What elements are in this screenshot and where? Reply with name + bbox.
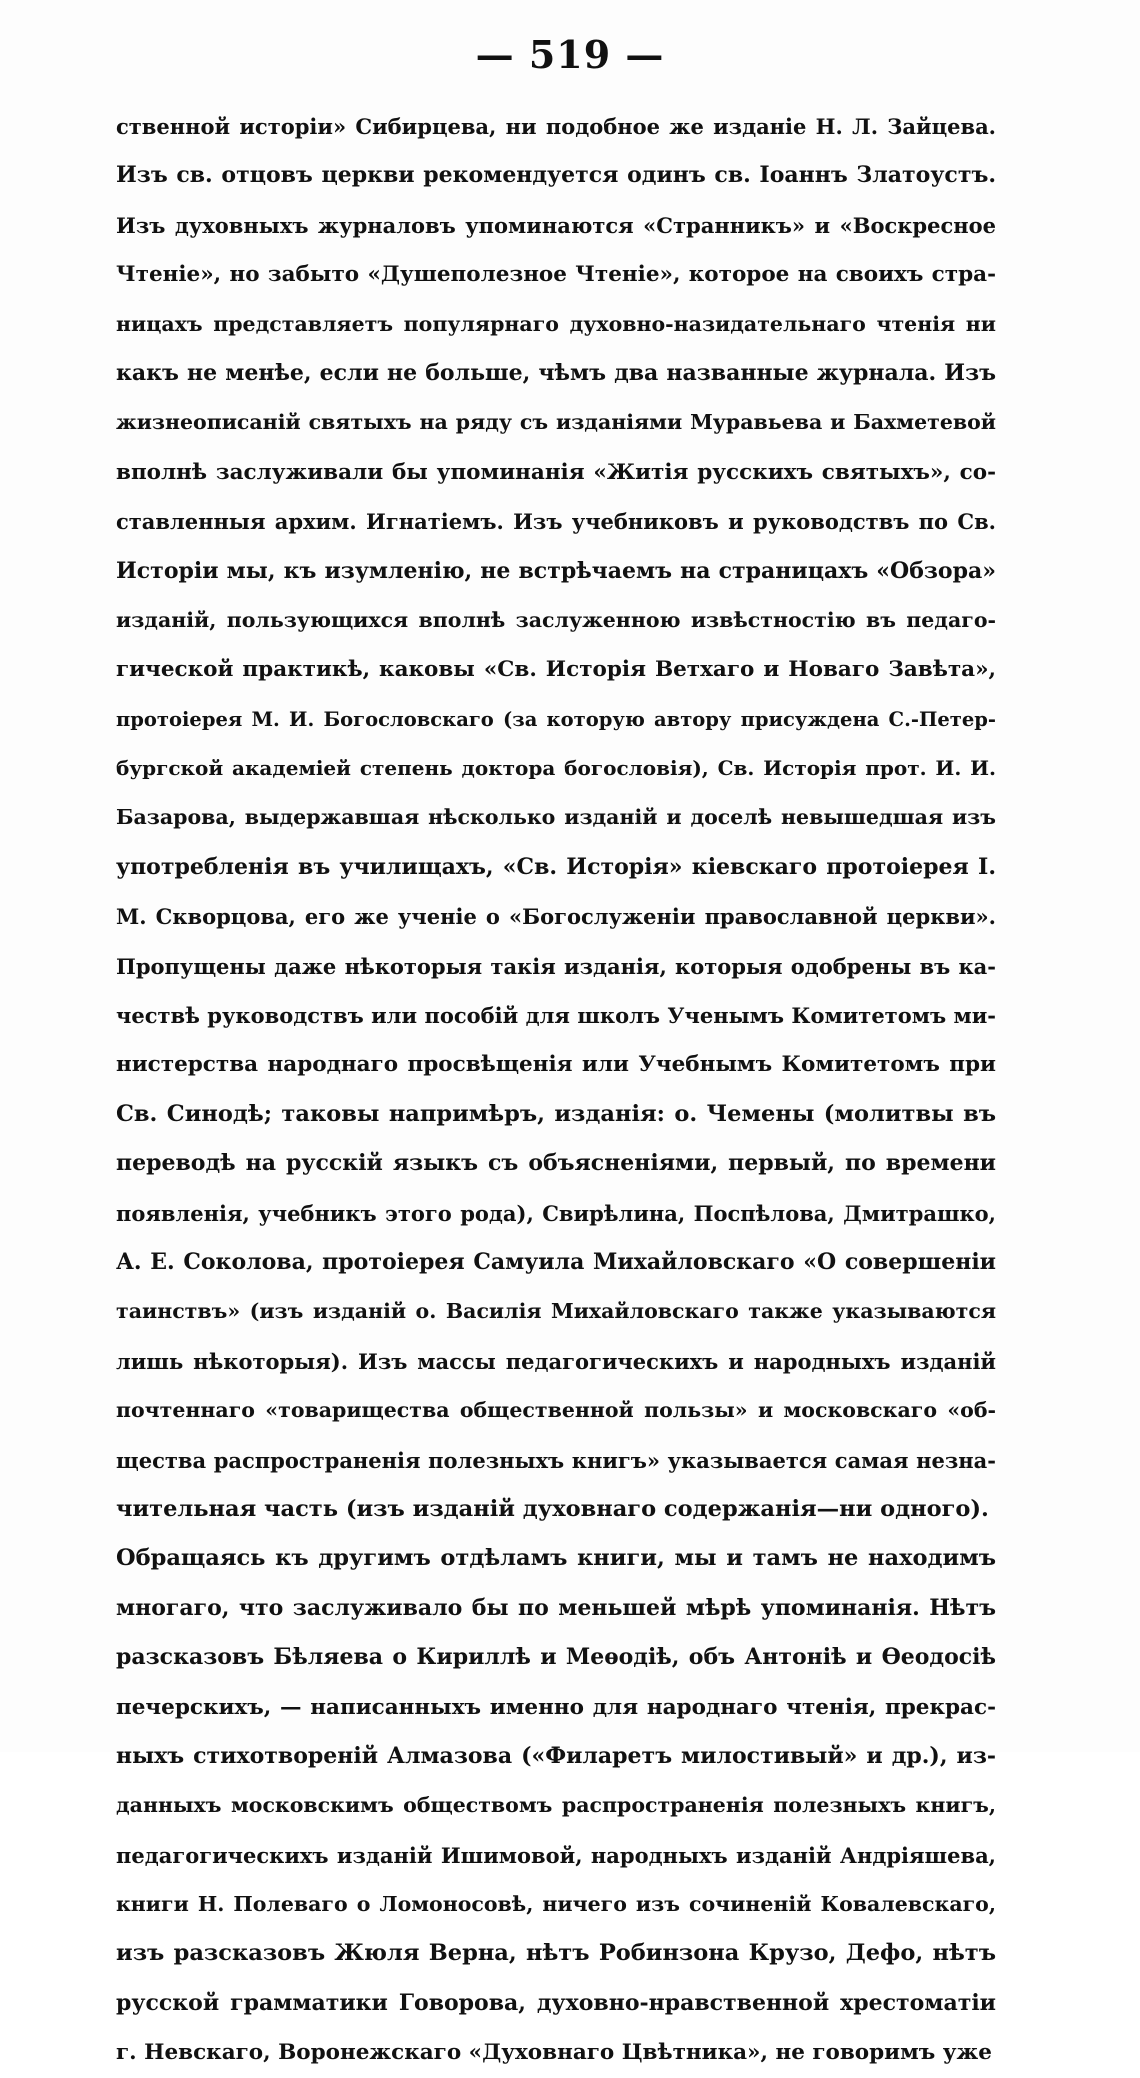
text-line: жизнеописаній святыхъ на ряду съ изданіями Муравьева и Бахметевой [116,410,996,435]
text-line: нистерства народнаго просвѣщенія или Учебнымъ Комитетомъ при [116,1052,996,1078]
text-line: Базарова, выдержавшая нѣсколько изданій и доселѣ невышедшая изъ [116,805,996,830]
text-line: изданій, пользующихся вполнѣ заслуженною извѣстностію въ педаго- [116,607,996,632]
text-line: педагогическихъ изданій Ишимовой, народныхъ изданій Андріяшева, [116,1842,996,1868]
page-number: — 519 — [475,32,665,77]
text-line: лишь нѣкоторыя). Изъ массы педагогическихъ и народныхъ изданій [116,1348,996,1374]
text-line: Изъ духовныхъ журналовъ упоминаются «Странникъ» и «Воскресное [116,212,996,238]
text-line: изъ разсказовъ Жюля Верна, нѣтъ Робинзона Крузо, Дефо, нѣтъ [116,1940,996,1967]
text-line: данныхъ московскимъ обществомъ распространенія полезныхъ книгъ, [116,1793,996,1818]
text-line: таинствъ» (изъ изданій о. Василія Михайловскаго также указываются [116,1299,996,1324]
text-line: появленія, учебникъ этого рода), Свирѣлина, Поспѣлова, Дмитрашко, [116,1200,996,1226]
text-line: протоіерея М. И. Богословскаго (за которую автору присуждена С.-Петер- [116,707,996,731]
text-line: чествѣ руководствъ или пособій для школъ Ученымъ Комитетомъ ми- [116,1003,996,1029]
text-line: какъ не менѣе, если не больше, чѣмъ два названные журнала. Изъ [116,359,996,386]
text-line: бургской академіей степень доктора богословія), Св. Исторія прот. И. И. [116,756,996,781]
text-line: Пропущены даже нѣкоторыя такія изданія, которыя одобрены въ ка- [116,953,996,979]
text-line: вполнѣ заслуживали бы упоминанія «Житія русскихъ святыхъ», со- [116,459,996,485]
text-line: Исторіи мы, къ изумленію, не встрѣчаемъ на страницахъ «Обзора» [116,557,996,584]
text-line: употребленія въ училищахъ, «Св. Исторія» кіевскаго протоіерея І. [116,853,996,880]
text-line: книги Н. Полеваго о Ломоносовѣ, ничего изъ сочиненій Ковалевскаго, [116,1892,996,1917]
text-line: почтеннаго «товарищества общественной пользы» и московскаго «об- [116,1398,996,1423]
text-line: ницахъ представляетъ популярнаго духовно-назидательнаго чтенія ни [116,311,996,336]
text-line: щества распространенія полезныхъ книгъ» указывается самая незна- [116,1447,996,1473]
text-line: А. Е. Соколова, протоіерея Самуила Михайловскаго «О совершеніи [116,1248,996,1275]
text-line: ственной исторіи» Сибирцева, ни подобное же изданіе Н. Л. Зайцева. [116,114,996,139]
text-line: Изъ св. отцовъ церкви рекомендуется одинъ св. Іоаннъ Златоустъ. [116,162,996,189]
text-line: печерскихъ, — написанныхъ именно для народнаго чтенія, прекрас- [116,1694,996,1720]
text-line: переводѣ на русскій языкъ съ объясненіями, первый, по времени [116,1150,996,1177]
text-line: Св. Синодѣ; таковы напримѣръ, изданія: о. Чемены (молитвы въ [116,1100,996,1127]
text-line: русской грамматики Говорова, духовно-нравственной хрестоматіи [116,1989,996,2016]
text-line: гической практикѣ, каковы «Св. Исторія Ветхаго и Новаго Завѣта», [116,657,996,683]
text-line: М. Скворцова, его же ученіе о «Богослуженіи православной церкви». [116,904,996,930]
body-text [116,102,996,2078]
text-line: чительная часть (изъ изданій духовнаго содержанія—ни одного). [116,1495,989,1522]
text-line: Обращаясь къ другимъ отдѣламъ книги, мы и тамъ не находимъ [116,1545,996,1572]
text-line: многаго, что заслуживало бы по меньшей мѣрѣ упоминанія. Нѣтъ [116,1594,996,1621]
text-line: ставленныя архим. Игнатіемъ. Изъ учебниковъ и руководствъ по Св. [116,509,996,535]
text-line: ныхъ стихотвореній Алмазова («Филаретъ милостивый» и др.), из- [116,1742,996,1769]
text-line: разсказовъ Бѣляева о Кириллѣ и Меѳодіѣ, объ Антоніѣ и Ѳеодосіѣ [116,1644,996,1671]
text-line: г. Невскаго, Воронежскаго «Духовнаго Цвѣтника», не говоримъ уже [116,2040,992,2066]
text-line: Чтеніе», но забыто «Душеполезное Чтеніе», которое на своихъ стра- [116,262,996,288]
